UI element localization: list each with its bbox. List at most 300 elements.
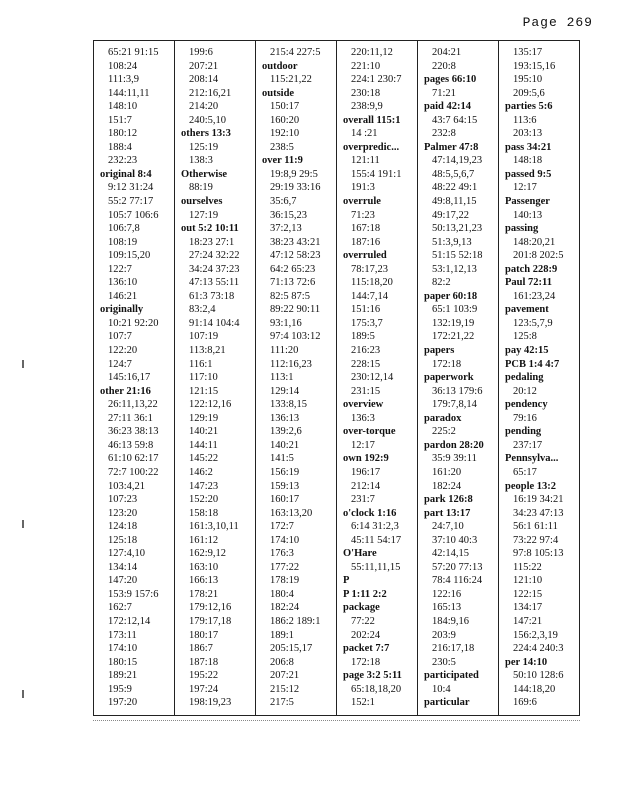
page-reference: 220:8 xyxy=(432,60,456,72)
page-reference: 182:24 xyxy=(270,602,300,614)
page-reference: 78:17,23 xyxy=(351,263,389,275)
page-reference: 6:14 31:2,3 xyxy=(351,521,399,533)
page-reference: 105:7 106:6 xyxy=(108,209,159,221)
page-reference: 72:7 100:22 xyxy=(108,466,159,478)
page-reference: 159:13 xyxy=(270,480,300,492)
index-term: passed 9:5 xyxy=(505,168,552,180)
index-term: ourselves xyxy=(181,196,223,208)
page-reference: 107:19 xyxy=(189,331,219,343)
page-reference: 134:17 xyxy=(513,602,543,614)
index-term: paperwork xyxy=(424,372,474,384)
page-reference: 19:8,9 29:5 xyxy=(270,168,318,180)
page-reference: 195:10 xyxy=(513,74,543,86)
index-term: per 14:10 xyxy=(505,656,548,668)
page-reference: 18:23 27:1 xyxy=(189,236,235,248)
index-term: people 13:2 xyxy=(505,480,557,492)
index-column-2 xyxy=(175,41,256,715)
index-table xyxy=(93,40,580,716)
page-reference: 144:7,14 xyxy=(351,290,389,302)
page-reference: 133:8,15 xyxy=(270,399,308,411)
page-reference: 71:23 xyxy=(351,209,375,221)
page-reference: 36:13 179:6 xyxy=(432,385,483,397)
page-reference: 73:22 97:4 xyxy=(513,534,559,546)
index-term: overrule xyxy=(343,196,381,208)
page-reference: 113:8,21 xyxy=(189,345,226,357)
index-term: P 1:11 2:2 xyxy=(343,588,387,600)
page-reference: 123:20 xyxy=(108,507,138,519)
page-reference: 35:9 39:11 xyxy=(432,453,477,465)
page-reference: 199:6 xyxy=(189,47,213,58)
page-reference: 107:7 xyxy=(108,331,132,343)
index-term: park 126:8 xyxy=(424,494,473,506)
page-reference: 16:19 34:21 xyxy=(513,494,564,506)
index-term: Palmer 47:8 xyxy=(424,141,479,153)
index-term: PCB 1:4 4:7 xyxy=(505,358,560,370)
page-reference: 49:8,11,15 xyxy=(432,196,477,208)
page-reference: 161:12 xyxy=(189,534,219,546)
page-reference: 93:1,16 xyxy=(270,317,302,329)
page-reference: 125:19 xyxy=(189,141,219,153)
page-reference: 37:10 40:3 xyxy=(432,534,478,546)
page-reference: 148:10 xyxy=(108,101,138,113)
page-reference: 82:2 xyxy=(432,277,451,289)
index-term: papers xyxy=(424,345,455,357)
page-reference: 61:3 73:18 xyxy=(189,290,235,302)
page-reference: 189:1 xyxy=(270,629,294,641)
page-reference: 231:15 xyxy=(351,385,381,397)
page-reference: 71:13 72:6 xyxy=(270,277,316,289)
page-reference: 224:4 240:3 xyxy=(513,643,564,655)
page-reference: 232:8 xyxy=(432,128,456,140)
page-reference: 207:21 xyxy=(270,670,300,682)
page-reference: 214:20 xyxy=(189,101,219,113)
page-reference: 172:7 xyxy=(270,521,294,533)
page-reference: 203:9 xyxy=(432,629,456,641)
page-reference: 122:20 xyxy=(108,345,138,357)
index-term: pardon 28:20 xyxy=(424,439,484,451)
page-reference: 140:21 xyxy=(189,426,219,438)
page-reference: 212:14 xyxy=(351,480,381,492)
index-term: participated xyxy=(424,670,479,682)
page-reference: 151:7 xyxy=(108,114,132,126)
index-term: outdoor xyxy=(262,60,298,72)
page-reference: 178:19 xyxy=(270,575,300,587)
page-reference: 208:14 xyxy=(189,74,219,86)
page-reference: 238:9,9 xyxy=(351,101,383,113)
page-reference: 64:2 65:23 xyxy=(270,263,316,275)
page-reference: 115:21,22 xyxy=(270,74,312,86)
page-reference: 187:16 xyxy=(351,236,381,248)
page-reference: 88:19 xyxy=(189,182,213,194)
index-term: out 5:2 10:11 xyxy=(181,223,239,235)
index-term: packet 7:7 xyxy=(343,643,390,655)
page-reference: 129:19 xyxy=(189,412,219,424)
page-reference: 123:5,7,9 xyxy=(513,317,553,329)
page-reference: 57:20 77:13 xyxy=(432,561,483,573)
page-reference: 216:17,18 xyxy=(432,643,475,655)
page-reference: 48:5,5,6,7 xyxy=(432,168,475,180)
page-reference: 230:12,14 xyxy=(351,372,394,384)
page-reference: 112:16,23 xyxy=(270,358,312,370)
page-reference: 107:23 xyxy=(108,494,138,506)
page-reference: 174:10 xyxy=(270,534,300,546)
page-reference: 146:2 xyxy=(189,466,213,478)
page-reference: 156:19 xyxy=(270,466,300,478)
page-reference: 232:23 xyxy=(108,155,138,167)
page-reference: 27:24 32:22 xyxy=(189,250,240,262)
page-reference: 20:12 xyxy=(513,385,537,397)
page-reference: 180:4 xyxy=(270,588,294,600)
index-term: pedaling xyxy=(505,372,544,384)
page-reference: 224:1 230:7 xyxy=(351,74,402,86)
page-reference: 12:17 xyxy=(351,439,375,451)
page-reference: 89:22 90:11 xyxy=(270,304,321,316)
index-term: P xyxy=(343,575,350,587)
index-term: passing xyxy=(505,223,539,235)
page-reference: 141:5 xyxy=(270,453,294,465)
page-reference: 163:10 xyxy=(189,561,219,573)
page-reference: 144:18,20 xyxy=(513,683,556,695)
page-reference: 204:21 xyxy=(432,47,462,58)
index-term: parties 5:6 xyxy=(505,101,553,113)
index-term: paper 60:18 xyxy=(424,290,478,302)
page-reference: 220:11,12 xyxy=(351,47,393,58)
page-reference: 178:21 xyxy=(189,588,219,600)
page-reference: 111:20 xyxy=(270,345,299,357)
index-term: original 8:4 xyxy=(100,168,152,180)
page-reference: 97:4 103:12 xyxy=(270,331,321,343)
index-column-3 xyxy=(256,41,337,715)
page-reference: 189:21 xyxy=(108,670,138,682)
page-reference: 117:10 xyxy=(189,372,218,384)
page-reference: 215:4 227:5 xyxy=(270,47,321,58)
page-reference: 206:8 xyxy=(270,656,294,668)
page-reference: 125:18 xyxy=(108,534,138,546)
page-reference: 172:18 xyxy=(351,656,381,668)
index-term: Paul 72:11 xyxy=(505,277,552,289)
index-term: pass 34:21 xyxy=(505,141,552,153)
page-reference: 91:14 104:4 xyxy=(189,317,240,329)
page-reference: 135:17 xyxy=(513,47,543,58)
page-reference: 71:21 xyxy=(432,87,456,99)
page-reference: 65:18,18,20 xyxy=(351,683,402,695)
page-reference: 42:14,15 xyxy=(432,548,470,560)
page-reference: 29:19 33:16 xyxy=(270,182,321,194)
page-reference: 34:23 47:13 xyxy=(513,507,564,519)
index-term: pavement xyxy=(505,304,549,316)
page-reference: 212:16,21 xyxy=(189,87,232,99)
page-reference: 179:7,8,14 xyxy=(432,399,477,411)
page-reference: 106:7,8 xyxy=(108,223,140,235)
page-reference: 195:22 xyxy=(189,670,219,682)
page-reference: 34:24 37:23 xyxy=(189,263,240,275)
page-reference: 147:23 xyxy=(189,480,219,492)
page-reference: 129:14 xyxy=(270,385,300,397)
page-reference: 108:19 xyxy=(108,236,138,248)
page-reference: 150:17 xyxy=(270,101,300,113)
page-reference: 111:3,9 xyxy=(108,74,140,86)
page-reference: 176:3 xyxy=(270,548,294,560)
page-reference: 195:9 xyxy=(108,683,132,695)
page-reference: 225:2 xyxy=(432,426,456,438)
page-reference: 173:11 xyxy=(108,629,137,641)
page-reference: 160:20 xyxy=(270,114,300,126)
index-term: own 192:9 xyxy=(343,453,389,465)
page-reference: 198:19,23 xyxy=(189,697,232,709)
page-reference: 221:10 xyxy=(351,60,381,72)
page-reference: 201:8 202:5 xyxy=(513,250,564,262)
page-reference: 203:13 xyxy=(513,128,543,140)
index-term: particular xyxy=(424,697,470,709)
page-reference: 165:13 xyxy=(432,602,462,614)
page-reference: 51:15 52:18 xyxy=(432,250,483,262)
page-reference: 192:10 xyxy=(270,128,300,140)
page-reference: 187:18 xyxy=(189,656,219,668)
page-reference: 38:23 43:21 xyxy=(270,236,321,248)
page-reference: 36:23 38:13 xyxy=(108,426,159,438)
page-reference: 179:12,16 xyxy=(189,602,232,614)
page-reference: 12:17 xyxy=(513,182,537,194)
page-reference: 136:13 xyxy=(270,412,300,424)
page-reference: 148:20,21 xyxy=(513,236,556,248)
page-reference: 48:22 49:1 xyxy=(432,182,478,194)
margin-mark xyxy=(22,520,24,528)
page-reference: 193:15,16 xyxy=(513,60,556,72)
page-reference: 83:2,4 xyxy=(189,304,216,316)
page-reference: 162:7 xyxy=(108,602,132,614)
page-reference: 144:11,11 xyxy=(108,87,150,99)
page-reference: 36:15,23 xyxy=(270,209,308,221)
page-reference: 155:4 191:1 xyxy=(351,168,402,180)
index-term: package xyxy=(343,602,380,614)
page-reference: 161:20 xyxy=(432,466,462,478)
page-reference: 79:16 xyxy=(513,412,537,424)
page-reference: 202:24 xyxy=(351,629,381,641)
page-reference: 162:9,12 xyxy=(189,548,227,560)
page-reference: 175:3,7 xyxy=(351,317,383,329)
page-reference: 186:7 xyxy=(189,643,213,655)
index-column-5 xyxy=(418,41,499,715)
page-reference: 122:7 xyxy=(108,263,132,275)
page-reference: 47:13 55:11 xyxy=(189,277,240,289)
page-reference: 228:15 xyxy=(351,358,381,370)
page-reference: 158:18 xyxy=(189,507,219,519)
page-reference: 184:9,16 xyxy=(432,615,470,627)
page-reference: 122:15 xyxy=(513,588,543,600)
page-reference: 122:12,16 xyxy=(189,399,232,411)
page-reference: 121:15 xyxy=(189,385,219,397)
page-reference: 240:5,10 xyxy=(189,114,227,126)
page-reference: 125:8 xyxy=(513,331,537,343)
page-reference: 121:11 xyxy=(351,155,380,167)
index-term: o'clock 1:16 xyxy=(343,507,397,519)
page-reference: 182:24 xyxy=(432,480,462,492)
page-reference: 37:2,13 xyxy=(270,223,302,235)
page-reference: 163:13,20 xyxy=(270,507,313,519)
page-reference: 172:21,22 xyxy=(432,331,475,343)
page-reference: 55:11,11,15 xyxy=(351,561,401,573)
page-reference: 65:1 103:9 xyxy=(432,304,478,316)
index-term: originally xyxy=(100,304,144,316)
page-reference: 196:17 xyxy=(351,466,381,478)
page-reference: 43:7 64:15 xyxy=(432,114,478,126)
index-term: pendency xyxy=(505,399,548,411)
page-reference: 167:18 xyxy=(351,223,381,235)
page-reference: 161:3,10,11 xyxy=(189,521,239,533)
page-reference: 35:6,7 xyxy=(270,196,297,208)
page-reference: 27:11 36:1 xyxy=(108,412,153,424)
page-reference: 46:13 59:8 xyxy=(108,439,154,451)
page-reference: 10:21 92:20 xyxy=(108,317,159,329)
page-reference: 147:20 xyxy=(108,575,138,587)
page-reference: 147:21 xyxy=(513,615,543,627)
page-reference: 139:2,6 xyxy=(270,426,302,438)
index-term: O'Hare xyxy=(343,548,377,560)
index-term: others 13:3 xyxy=(181,128,231,140)
page-reference: 127:19 xyxy=(189,209,219,221)
page-reference: 140:13 xyxy=(513,209,543,221)
page-reference: 134:14 xyxy=(108,561,138,573)
page-reference: 55:2 77:17 xyxy=(108,196,154,208)
page-reference: 217:5 xyxy=(270,697,294,709)
margin-mark xyxy=(22,690,24,698)
index-term: outside xyxy=(262,87,295,99)
page-reference: 209:5,6 xyxy=(513,87,545,99)
page-reference: 197:20 xyxy=(108,697,138,709)
page-reference: 136:10 xyxy=(108,277,138,289)
page-reference: 145:16,17 xyxy=(108,372,151,384)
bottom-rule xyxy=(93,720,580,721)
page-reference: 24:7,10 xyxy=(432,521,464,533)
page-reference: 124:7 xyxy=(108,358,132,370)
page-reference: 156:2,3,19 xyxy=(513,629,558,641)
index-term: overruled xyxy=(343,250,387,262)
page-reference: 188:4 xyxy=(108,141,132,153)
page-reference: 207:21 xyxy=(189,60,219,72)
index-column-4 xyxy=(337,41,418,715)
page-reference: 26:11,13,22 xyxy=(108,399,158,411)
page-reference: 179:17,18 xyxy=(189,615,232,627)
page-reference: 174:10 xyxy=(108,643,138,655)
page-reference: 113:1 xyxy=(270,372,294,384)
page-reference: 49:17,22 xyxy=(432,209,470,221)
page-reference: 47:12 58:23 xyxy=(270,250,321,262)
page-reference: 56:1 61:11 xyxy=(513,521,558,533)
page-reference: 82:5 87:5 xyxy=(270,290,310,302)
page-reference: 191:3 xyxy=(351,182,375,194)
page-reference: 51:3,9,13 xyxy=(432,236,472,248)
page-reference: 145:22 xyxy=(189,453,219,465)
page-reference: 108:24 xyxy=(108,60,138,72)
page-reference: 53:1,12,13 xyxy=(432,263,477,275)
page-reference: 9:12 31:24 xyxy=(108,182,154,194)
page-reference: 237:17 xyxy=(513,439,543,451)
page-reference: 116:1 xyxy=(189,358,213,370)
page-reference: 109:15,20 xyxy=(108,250,151,262)
page-reference: 115:18,20 xyxy=(351,277,393,289)
page-reference: 169:6 xyxy=(513,697,537,709)
page-reference: 103:4,21 xyxy=(108,480,146,492)
page-reference: 151:16 xyxy=(351,304,381,316)
index-term: paid 42:14 xyxy=(424,101,471,113)
page-reference: 180:17 xyxy=(189,629,219,641)
index-term: pages 66:10 xyxy=(424,74,477,86)
index-term: pending xyxy=(505,426,542,438)
page-reference: 146:21 xyxy=(108,290,138,302)
index-term: pay 42:15 xyxy=(505,345,549,357)
page-reference: 180:15 xyxy=(108,656,138,668)
index-term: paradox xyxy=(424,412,462,424)
page-reference: 186:2 189:1 xyxy=(270,615,321,627)
index-term: over-torque xyxy=(343,426,396,438)
index-term: page 3:2 5:11 xyxy=(343,670,402,682)
index-term: Otherwise xyxy=(181,168,228,180)
page-reference: 238:5 xyxy=(270,141,294,153)
index-column-1 xyxy=(94,41,175,715)
page-reference: 215:12 xyxy=(270,683,300,695)
page-reference: 189:5 xyxy=(351,331,375,343)
page-reference: 152:1 xyxy=(351,697,375,709)
index-term: overall 115:1 xyxy=(343,114,401,126)
page-reference: 231:7 xyxy=(351,494,375,506)
page-reference: 50:10 128:6 xyxy=(513,670,564,682)
page-reference: 124:18 xyxy=(108,521,138,533)
page-reference: 172:18 xyxy=(432,358,462,370)
page-reference: 115:22 xyxy=(513,561,542,573)
page-reference: 166:13 xyxy=(189,575,219,587)
page-reference: 197:24 xyxy=(189,683,219,695)
margin-mark xyxy=(22,360,24,368)
page-reference: 122:16 xyxy=(432,588,462,600)
page-reference: 205:15,17 xyxy=(270,643,313,655)
page-reference: 172:12,14 xyxy=(108,615,151,627)
page-reference: 153:9 157:6 xyxy=(108,588,159,600)
page-reference: 97:8 105:13 xyxy=(513,548,564,560)
page-reference: 180:12 xyxy=(108,128,138,140)
index-term: Pennsylva... xyxy=(505,453,559,465)
page-reference: 45:11 54:17 xyxy=(351,534,402,546)
page-number: Page 269 xyxy=(522,15,593,30)
page-reference: 140:21 xyxy=(270,439,300,451)
page-reference: 216:23 xyxy=(351,345,381,357)
page-reference: 77:22 xyxy=(351,615,375,627)
page-reference: 144:11 xyxy=(189,439,218,451)
page-reference: 152:20 xyxy=(189,494,219,506)
page-reference: 230:5 xyxy=(432,656,456,668)
page-reference: 113:6 xyxy=(513,114,537,126)
page-reference: 50:13,21,23 xyxy=(432,223,483,235)
page-reference: 10:4 xyxy=(432,683,451,695)
page-reference: 127:4,10 xyxy=(108,548,146,560)
page-reference: 14 :21 xyxy=(351,128,378,140)
index-term: over 11:9 xyxy=(262,155,303,167)
page-reference: 65:17 xyxy=(513,466,537,478)
page-reference: 65:21 91:15 xyxy=(108,47,159,58)
index-term: part 13:17 xyxy=(424,507,471,519)
index-term: Passenger xyxy=(505,196,550,208)
page-reference: 47:14,19,23 xyxy=(432,155,483,167)
page-reference: 121:10 xyxy=(513,575,543,587)
index-column-6 xyxy=(499,41,579,715)
index-term: overview xyxy=(343,399,384,411)
page-reference: 160:17 xyxy=(270,494,300,506)
page-reference: 132:19,19 xyxy=(432,317,475,329)
page-reference: 148:18 xyxy=(513,155,543,167)
index-term: patch 228:9 xyxy=(505,263,558,275)
page-reference: 230:18 xyxy=(351,87,381,99)
page-reference: 136:3 xyxy=(351,412,375,424)
index-term: other 21:16 xyxy=(100,385,151,397)
